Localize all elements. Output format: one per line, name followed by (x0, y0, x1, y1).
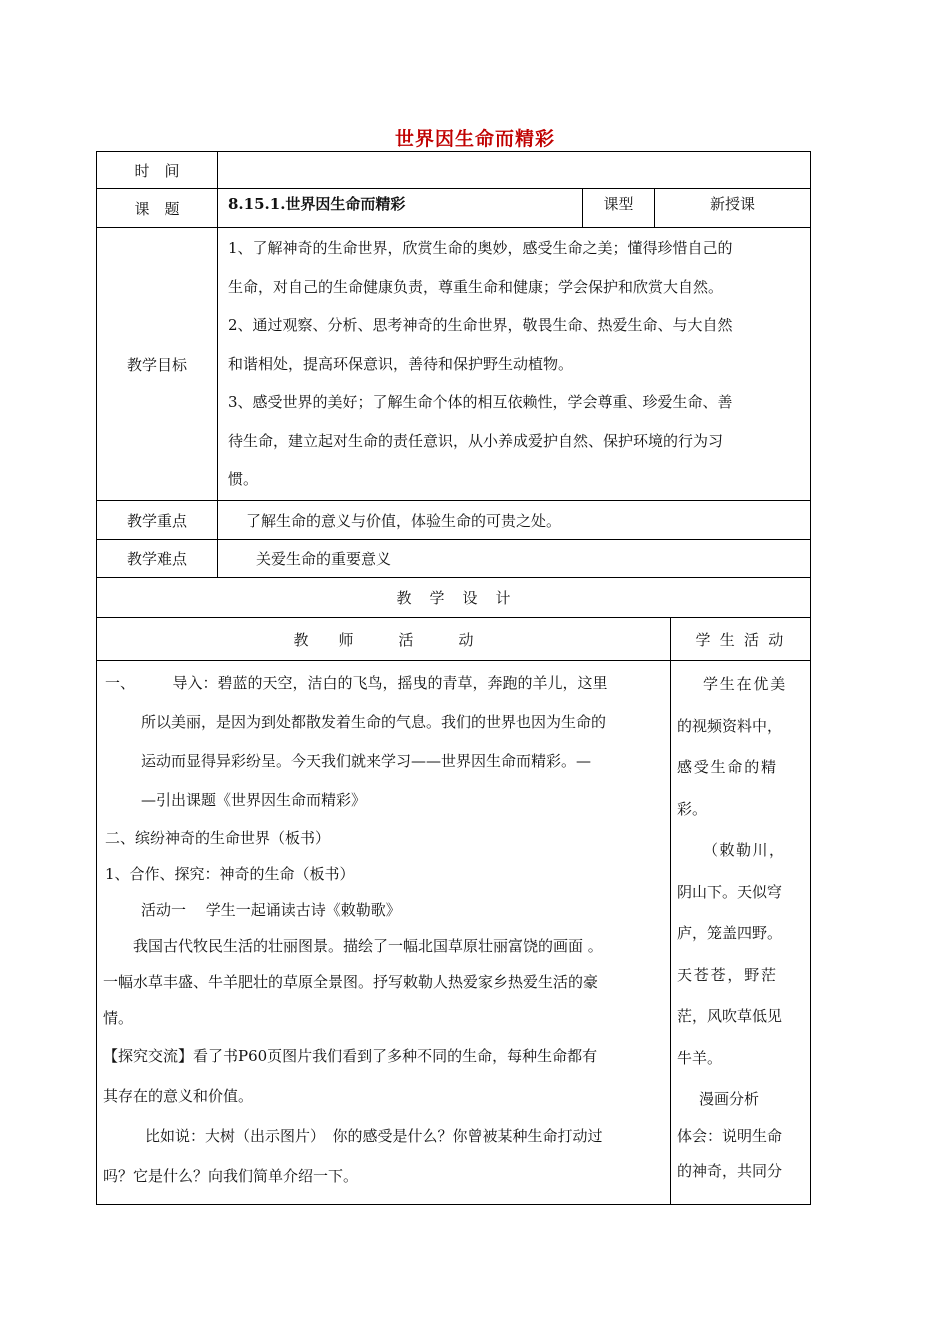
lesson-info-table (96, 151, 811, 618)
student-activity-content (671, 661, 811, 1205)
student-line: 庐，笼盖四野。 (677, 924, 783, 942)
difficulty-label: 教学难点 (97, 540, 218, 578)
activities-body-row (97, 661, 811, 1205)
student-line: 茫，风吹草低见 (677, 1007, 783, 1025)
student-line: 感受生命的精 (677, 758, 778, 776)
time-value (218, 152, 811, 189)
focus-label: 教学重点 (97, 501, 218, 540)
teacher-activity-header: 教 师 活 动 (97, 618, 671, 661)
design-heading: 教学设计 (97, 578, 811, 618)
goals-content (218, 228, 811, 501)
goal-line: 2、通过观察、分析、思考神奇的生命世界，敬畏生命、热爱生命、与大自然 (228, 316, 733, 335)
document-title: 世界因生命而精彩 (394, 128, 555, 150)
student-line: 的神奇，共同分 (677, 1161, 783, 1180)
teacher-line: 二、缤纷神奇的生命世界（板书） (105, 829, 331, 847)
design-row (97, 578, 811, 618)
student-line: 漫画分析 (699, 1090, 760, 1108)
goals-label: 教学目标 (97, 228, 218, 501)
goal-line: 惯。 (228, 470, 259, 489)
teacher-line: 比如说：大树（出示图片） 你的感受是什么？你曾被某种生命打动过 (145, 1127, 603, 1145)
student-line: 牛羊。 (677, 1048, 723, 1067)
teacher-line: 一、 导入：碧蓝的天空，洁白的飞鸟，摇曳的青草，奔跑的羊儿，这里 (105, 674, 608, 692)
student-line: 学生在优美 (703, 675, 788, 693)
activities-table (96, 617, 811, 1205)
teacher-line: 我国古代牧民生活的壮丽图景。描绘了一幅北国草原壮丽富饶的画面 。 (133, 937, 603, 955)
type-value: 新授课 (655, 189, 811, 228)
goals-row (97, 228, 811, 501)
teacher-line: 运动而显得异彩纷呈。今天我们就来学习——世界因生命而精彩。— (141, 752, 592, 770)
topic-value: 8.15.1.世界因生命而精彩 (218, 189, 583, 228)
student-line: 天苍苍，野茫 (677, 965, 778, 984)
difficulty-row (97, 540, 811, 578)
teacher-line: —引出课题《世界因生命而精彩》 (141, 791, 367, 809)
student-line: 阴山下。天似穹 (677, 882, 783, 901)
teacher-line: 所以美丽，是因为到处都散发着生命的气息。我们的世界也因为生命的 (141, 713, 607, 731)
difficulty-value: 关爱生命的重要意义 (218, 540, 811, 578)
teacher-line: 活动一 学生一起诵读古诗《敕勒歌》 (141, 901, 401, 919)
activities-header-row (97, 618, 811, 661)
goal-line: 待生命，建立起对生命的责任意识，从小养成爱护自然、保护环境的行为习 (228, 431, 724, 450)
type-label: 课型 (583, 189, 655, 228)
goal-line: 1、了解神奇的生命世界，欣赏生命的奥妙，感受生命之美；懂得珍惜自己的 (228, 239, 733, 258)
student-line: 的视频资料中， (677, 716, 783, 735)
topic-label: 课 题 (97, 189, 218, 228)
topic-row (97, 189, 811, 228)
teacher-activity-content (97, 661, 671, 1205)
focus-row (97, 501, 811, 540)
student-line: （敕勒川， (703, 841, 786, 859)
student-line: 彩。 (677, 799, 708, 818)
student-activity-header: 学 生 活 动 (671, 618, 811, 661)
goal-line: 生命，对自己的生命健康负责，尊重生命和健康；学会保护和欣赏大自然。 (228, 277, 724, 296)
teacher-line: 一幅水草丰盛、牛羊肥壮的草原全景图。抒写敕勒人热爱家乡热爱生活的豪 (103, 973, 599, 991)
student-line: 体会：说明生命 (677, 1126, 783, 1145)
goal-line: 和谐相处，提高环保意识，善待和保护野生动植物。 (228, 354, 574, 373)
focus-value: 了解生命的意义与价值，体验生命的可贵之处。 (218, 501, 811, 540)
teacher-line: 吗？它是什么？向我们简单介绍一下。 (103, 1167, 359, 1185)
teacher-line: 情。 (103, 1009, 134, 1027)
goal-line: 3、感受世界的美好；了解生命个体的相互依赖性，学会尊重、珍爱生命、善 (228, 393, 733, 412)
teacher-line: 1、合作、探究：神奇的生命（板书） (105, 865, 355, 883)
time-row (97, 152, 811, 189)
teacher-line: 其存在的意义和价值。 (103, 1087, 254, 1105)
teacher-line: 【探究交流】看了书P60页图片我们看到了多种不同的生命，每种生命都有 (103, 1047, 598, 1065)
time-label: 时 间 (97, 152, 218, 189)
